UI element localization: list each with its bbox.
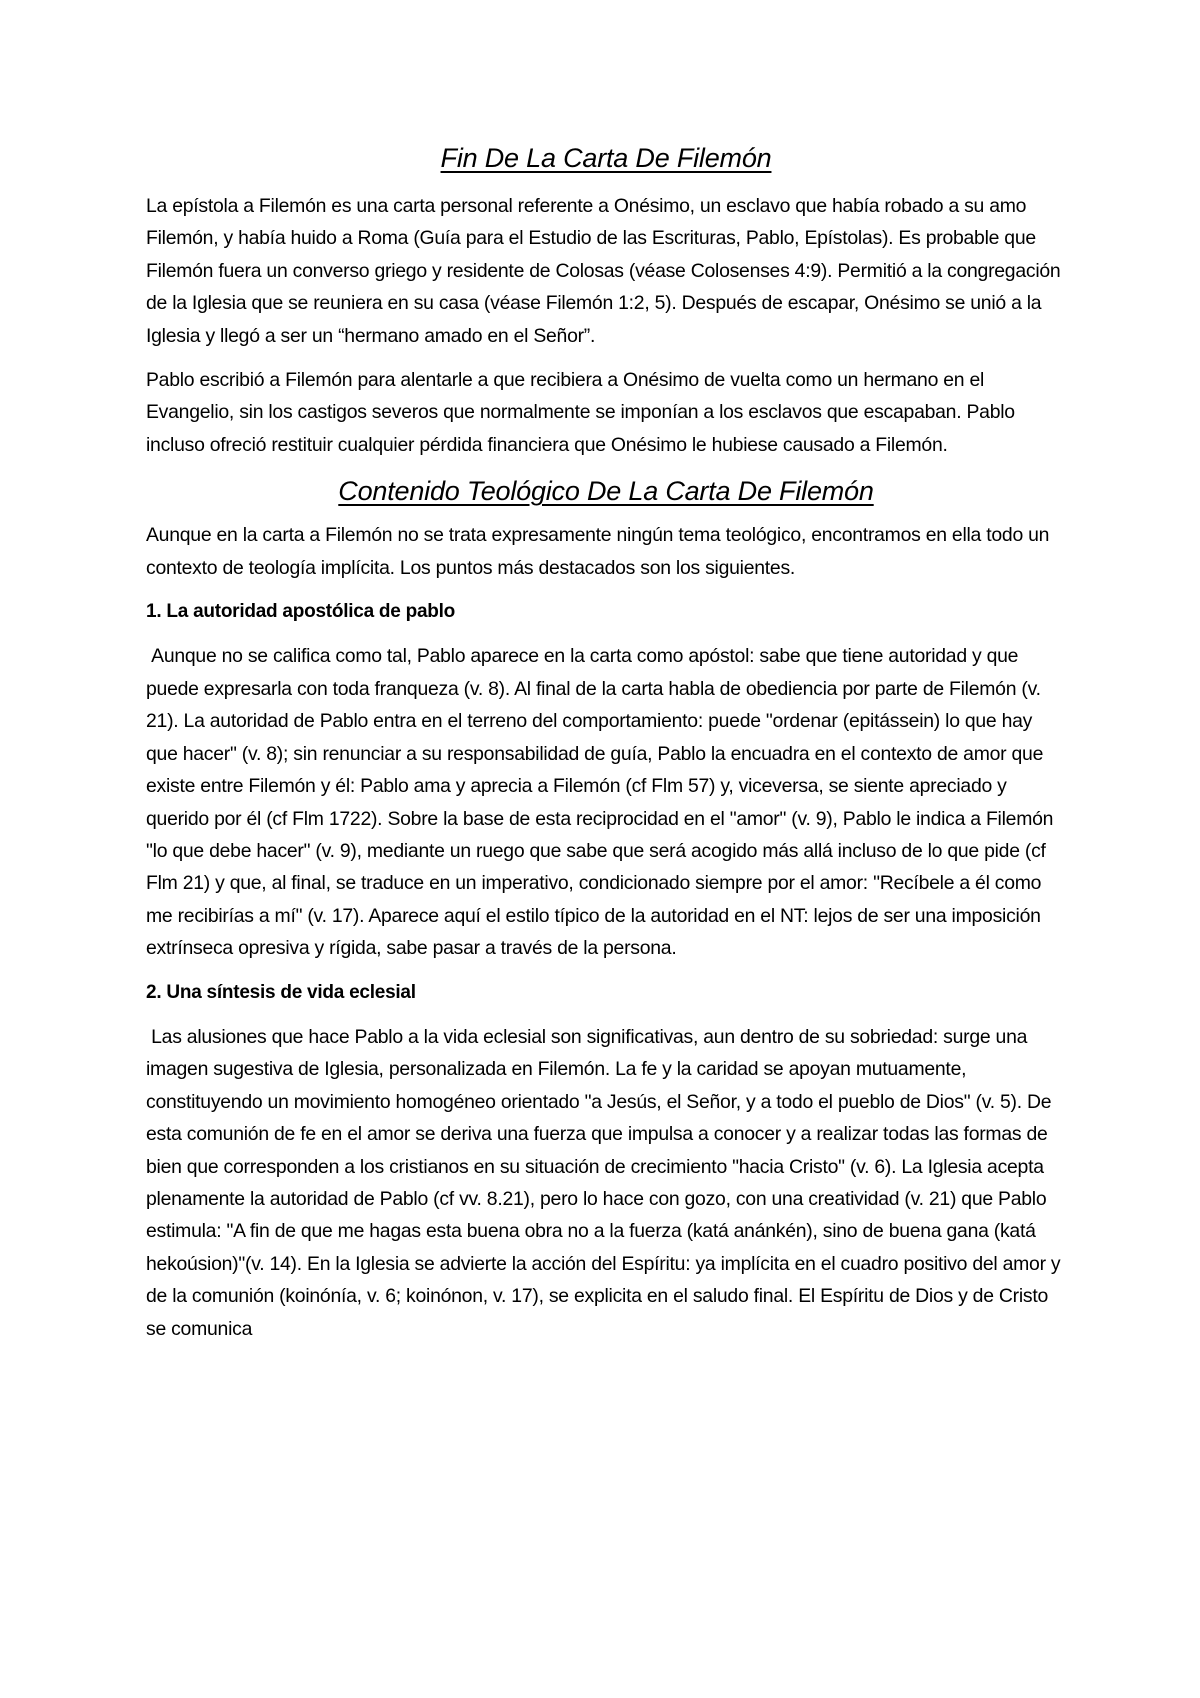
document-title: Fin De La Carta De Filemón bbox=[440, 143, 772, 173]
section-intro-paragraph: Aunque en la carta a Filemón no se trata expresamente ningún tema teológico, encontramos en ella todo un contexto de teología implícita. Los puntos más destacados son los siguientes. bbox=[146, 524, 1050, 579]
point-2-text: Las alusiones que hace Pablo a la vida eclesial son significativas, aun dentro de su sobriedad: surge una imagen sugestiva de Iglesia, personalizada en Filemón. La fe y la caridad se apoyan mutuamente, constituyendo un movimiento homogéneo orientado "a Jesús, el Señor, y a todo el pueblo de Dios" (v. 5). De esta comunión de fe en el amor se deriva una fuerza que impulsa a conocer y a realizar todas las formas de bien que corresponden a los cristianos en su situación de crecimiento "hacia Cristo" (v. 6). La Iglesia acepta plenamente la autoridad de Pablo (cf vv. 8.21), pero lo hace con gozo, con una creatividad (v. 21) que Pablo estimula: "A fin de que me hagas esta buena obra no a la fuerza (katá anánkén), sino de buena gana (katá hekoúsion)"(v. 14). En la Iglesia se advierte la acción del Espíritu: ya implícita en el cuadro positivo del amor y de la comunión (koinónía, v. 6; koinónon, v. 17), se explicita en el saludo final. El Espíritu de Dios y de Cristo se comunica bbox=[146, 1025, 1061, 1340]
point-1-text: Aunque no se califica como tal, Pablo aparece en la carta como apóstol: sabe que tiene autoridad y que puede expresarla con toda franqueza (v. 8). Al final de la carta habla de obediencia por parte de Filemón (v. 21). La autoridad de Pablo entra en el terreno del comportamiento: puede "ordenar (epitássein) lo que hay que hacer" (v. 8); sin renunciar a su responsabilidad de guía, Pablo la encuadra en el contexto de amor que existe entre Filemón y él: Pablo ama y aprecia a Filemón (cf Flm 57) y, viceversa, se siente apreciado y querido por él (cf Flm 1722). Sobre la base de esta reciprocidad en el "amor" (v. 9), Pablo le indica a Filemón "lo que debe hacer" (v. 9), mediante un ruego que sabe que será acogido más allá incluso de lo que pide (cf Flm 21) y que, al final, se traduce en un imperativo, condicionado siempre por el amor: "Recíbele a él como me recibirías a mí" (v. 17). Aparece aquí el estilo típico de la autoridad en el NT: lejos de ser una imposición extrínseca opresiva y rígida, sabe pasar a través de la persona. bbox=[146, 645, 1054, 960]
point-1-paragraph bbox=[146, 640, 1066, 964]
point-2-paragraph bbox=[146, 1021, 1066, 1345]
document-page bbox=[146, 140, 1066, 1357]
section-title-theological: Contenido Teológico De La Carta De Filemón bbox=[338, 476, 874, 507]
intro-paragraph-1: La epístola a Filemón es una carta personal referente a Onésimo, un esclavo que había robado a su amo Filemón, y había huido a Roma (Guía para el Estudio de las Escrituras, Pablo, Epístolas). Es probable que Filemón fuera un converso griego y residente de Colosas (véase Colosenses 4:9). Permitió a la congregación de la Iglesia que se reuniera en su casa (véase Filemón 1:2, 5). Después de escapar, Onésimo se unió a la Iglesia y llegó a ser un “hermano amado en el Señor”. bbox=[146, 195, 1061, 347]
point-2-heading: 2. Una síntesis de vida eclesial bbox=[146, 981, 416, 1003]
point-1-heading: 1. La autoridad apostólica de pablo bbox=[146, 601, 456, 623]
intro-paragraph-2: Pablo escribió a Filemón para alentarle a que recibiera a Onésimo de vuelta como un hermano en el Evangelio, sin los castigos severos que normalmente se imponían a los esclavos que escapaban. Pablo incluso ofreció restituir cualquier pérdida financiera que Onésimo le hubiese causado a Filemón. bbox=[146, 369, 1015, 456]
